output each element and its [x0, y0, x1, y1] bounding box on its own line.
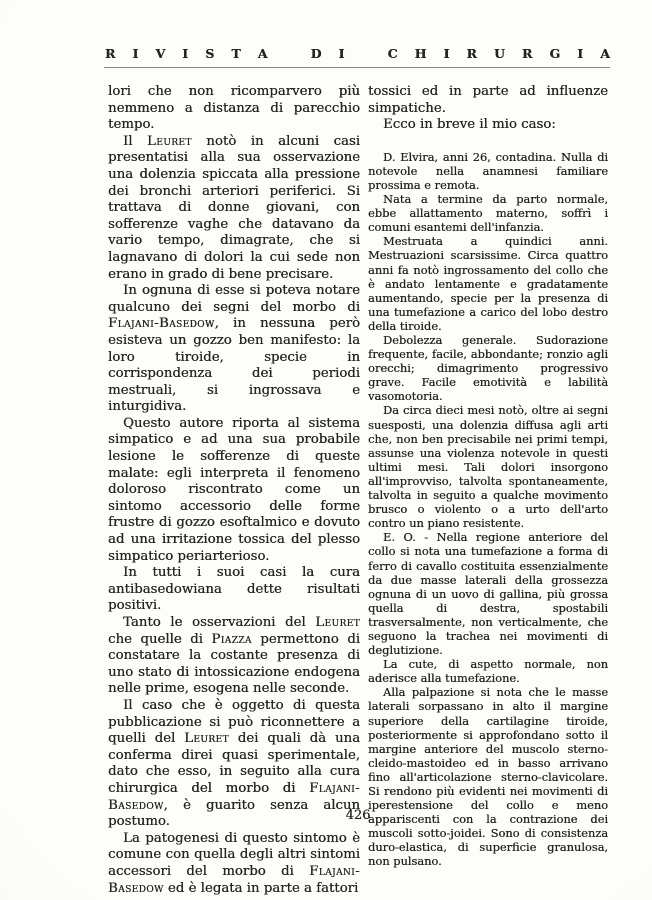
paragraph: [108, 615, 360, 698]
text-segment: Tanto le osservazioni del: [123, 615, 316, 630]
left-column: [108, 84, 360, 897]
title-letter: V: [155, 46, 166, 61]
text-segment: notò in alcuni casi presentatisi alla sua osservazione una dolenzia spiccata alla pressione dei bronchi arteriori periferici. Si trattava di donne giovani, con sofferenze vaghe che datavano da vario tempo, dimagrate, che si lagnavano di dolori la cui sede non erano in grado di bene precisare.: [108, 133, 361, 282]
proper-name-smallcaps: Leuret: [184, 731, 229, 747]
title-letter: R: [105, 46, 116, 61]
paragraph: [108, 84, 360, 134]
page-number: 426: [345, 808, 371, 823]
right-column: [368, 84, 608, 869]
paragraph: [368, 117, 608, 134]
proper-name-smallcaps: Leuret: [315, 615, 360, 630]
text-segment: dei quali dà una conferma direi quasi sperimentale, dato che esso, in seguito alla cura chirurgica del morbo di: [108, 731, 361, 796]
text-segment: In tutti i suoi casi la cura antibasedowiana dette risultati positivi.: [108, 565, 360, 614]
text-segment: E. O. - Nella regione anteriore del collo si nota una tumefazione a forma di ferro di cavallo costituita essenzialmente da due masse laterali della grossezza ognuna di un uovo di gallina, più grossa quella di destra, spostabili trasversalmente, non verticalmente, che seguono la trachea nei movimenti di deglutizione.: [368, 530, 608, 658]
text-segment: Questo autore riporta al sistema simpatico e ad una sua probabile lesione le sofferenze di queste malate: egli interpreta il fenomeno doloroso riscontrato come un sintomo accessorio delle forme frustre di gozzo esoftalmico e dovuto ad una irritazione tossica del plesso simpatico periarterioso.: [108, 415, 360, 564]
paragraph: [368, 685, 608, 868]
text-segment: Il: [123, 133, 148, 149]
title-letter: G: [549, 46, 561, 61]
text-segment: Il caso che è oggetto di questa pubblicazione si può riconnettere a quelli del: [108, 697, 360, 747]
paragraph: [368, 234, 608, 333]
text-segment: , è guarito senza alcun postumo.: [108, 797, 360, 830]
text-segment: ed è legata in parte a fattori: [163, 880, 359, 896]
proper-name-smallcaps: Flajani-Basedow: [108, 316, 215, 332]
paragraph: [108, 134, 360, 283]
title-letter: A: [600, 46, 610, 61]
text-segment: La cute, di aspetto normale, non aderisce alla tumefazione.: [368, 657, 608, 686]
text-segment: Debolezza generale. Sudorazione frequente, facile, abbondante; ronzio agli orecchi; dimagrimento progressivo grave. Facile emotività e labilità vasomotoria.: [368, 333, 608, 404]
title-letter: I: [182, 46, 189, 61]
proper-name-smallcaps: Flajani-Basedow: [108, 780, 360, 813]
text-segment: , in nessuna però esisteva un gozzo ben manifesto: la loro tiroide, specie in corrispondenza dei periodi mestruali, si ingrossava e inturgidiva.: [108, 316, 360, 415]
title-letter: I: [132, 46, 139, 61]
title-letter: H: [414, 46, 427, 61]
text-segment: tossici ed in parte ad influenze simpatiche.: [368, 84, 608, 116]
title-letter: T: [231, 46, 241, 61]
paragraph: [108, 831, 360, 897]
paragraph: [368, 333, 608, 403]
title-letter: R: [466, 46, 477, 61]
header-rule: [104, 67, 610, 68]
title-letter: R: [521, 46, 533, 61]
journal-header: [105, 47, 610, 61]
proper-name-smallcaps: Piazza: [211, 631, 252, 647]
text-segment: La patogenesi di questo sintomo è comune con quella degli altri sintomi accessori del morbo di: [108, 830, 360, 879]
paragraph: [368, 150, 608, 192]
title-letter: U: [493, 46, 505, 61]
text-segment: Alla palpazione si nota che le masse laterali sorpassano in alto il margine superiore della cartilagine tiroide, posteriormente si approfondano sotto il margine anteriore del muscolo sterno-cleido-mastoideo ed in basso arrivano fino all'articolazione sterno-clavicolare. Si rendono più evidenti nei movimenti di iperestensione del collo e meno appariscenti con la contrazione dei muscoli sotto-joidei. Sono di consistenza duro-elastica, di superficie granulosa, non pulsano.: [368, 685, 608, 869]
title-letter: I: [443, 46, 450, 61]
proper-name-smallcaps: Flajani-Basedow: [108, 863, 360, 896]
title-letter: C: [387, 46, 398, 61]
paragraph: [368, 657, 608, 685]
text-segment: D. Elvira, anni 26, contadina. Nulla di notevole nella anamnesi familiare prossima e remota.: [368, 149, 608, 192]
text-segment: lori che non ricomparvero più nemmeno a distanza di parecchio tempo.: [108, 84, 360, 133]
text-segment: Ecco in breve il mio caso:: [383, 117, 556, 133]
paragraph: [368, 530, 608, 657]
text-segment: In ognuna di esse si poteva notare qualcuno dei segni del morbo di: [108, 283, 360, 315]
text-segment: Nata a termine da parto normale, ebbe allattamento materno, soffrì i comuni esantemi dell'infanzia.: [368, 192, 608, 235]
title-letter: D: [310, 46, 322, 61]
paragraph: [108, 565, 360, 615]
text-segment: Mestruata a quindici anni. Mestruazioni scarsissime. Circa quattro anni fa notò ingrossamento del collo che è andato lentamente e gradatamente aumentando, specie per la presenza di una tumefazione a carico del lobo destro della tiroide.: [368, 234, 608, 333]
paragraph: [368, 192, 608, 234]
title-letter: I: [338, 46, 345, 61]
paragraph: [368, 403, 608, 530]
paragraph: [108, 283, 360, 416]
paragraph: [368, 84, 608, 117]
text-segment: che quelle di: [108, 631, 212, 647]
paragraph: [108, 416, 360, 565]
title-letter: S: [205, 46, 215, 61]
proper-name-smallcaps: Leuret: [147, 133, 192, 149]
title-letter: I: [577, 46, 584, 61]
text-segment: Da circa dieci mesi notò, oltre ai segni suesposti, una dolenzia diffusa agli arti che, non ben precisabile nei primi tempi, assunse una violenza notevole in questi ultimi mesi. Tali dolori insorgono all'improvviso, talvolta spontaneamente, talvolta in seguito a qualche movimento brusco o violento o a urto dell'arto contro un piano resistente.: [368, 403, 608, 531]
title-letter: A: [257, 46, 268, 61]
text-segment: permettono di constatare la costante presenza di uno stato di intossicazione endogena nelle prime, esogena nelle seconde.: [108, 631, 360, 697]
